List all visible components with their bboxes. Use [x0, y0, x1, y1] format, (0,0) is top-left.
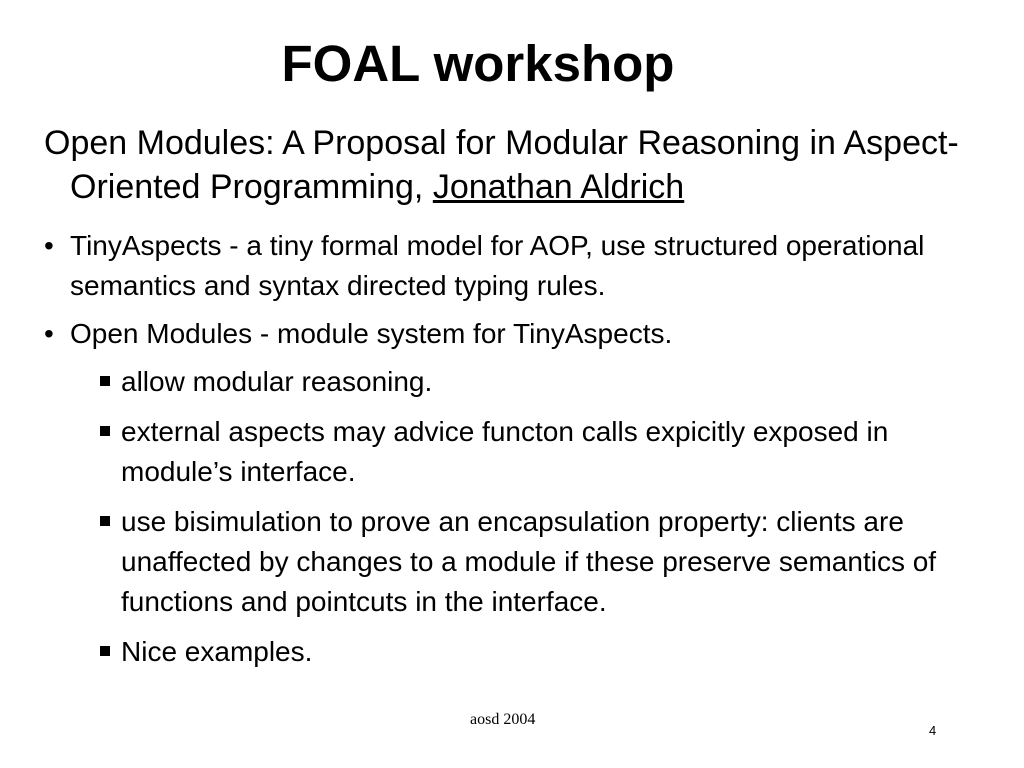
- footer-text: aosd 2004: [470, 711, 536, 728]
- sub-bullet-item: [44, 502, 974, 622]
- square-bullet-icon: [100, 516, 110, 526]
- bullet-item-open-modules: [44, 314, 974, 354]
- sub-bullet-item: [44, 362, 974, 402]
- sub-bullet-text: Nice examples.: [121, 636, 313, 667]
- slide-title: FOAL workshop: [281, 35, 675, 92]
- bullet-list: [44, 226, 974, 682]
- bullet-text: TinyAspects - a tiny formal model for AOP, use structured operational semantics and syntax directed typing rules.: [70, 230, 925, 301]
- bullet-item-tinyaspects: [44, 226, 974, 306]
- square-bullet-icon: [100, 426, 110, 436]
- paper-title: [44, 121, 1024, 209]
- sub-bullet-text: allow modular reasoning.: [121, 366, 433, 397]
- square-bullet-icon: [100, 376, 110, 386]
- sub-bullet-item: [44, 632, 974, 672]
- author-link[interactable]: Jonathan Aldrich: [432, 168, 685, 206]
- bullet-icon: •: [44, 318, 54, 349]
- sub-bullet-item: [44, 412, 974, 492]
- square-bullet-icon: [100, 646, 110, 656]
- bullet-text: Open Modules - module system for TinyAspects.: [70, 318, 673, 349]
- sub-bullet-list: [44, 362, 974, 672]
- sub-bullet-text: external aspects may advice functon calls expicitly exposed in module’s interface.: [121, 416, 889, 487]
- bullet-icon: •: [44, 230, 54, 261]
- page-number: 4: [929, 723, 937, 738]
- sub-bullet-text: use bisimulation to prove an encapsulation property: clients are unaffected by changes to a module if these preserve semantics of functions and pointcuts in the interface.: [121, 506, 937, 617]
- sub-list-container: [44, 362, 974, 672]
- paper-title-text: Open Modules: A Proposal for Modular Reasoning in Aspect-Oriented Programming,: [44, 124, 959, 206]
